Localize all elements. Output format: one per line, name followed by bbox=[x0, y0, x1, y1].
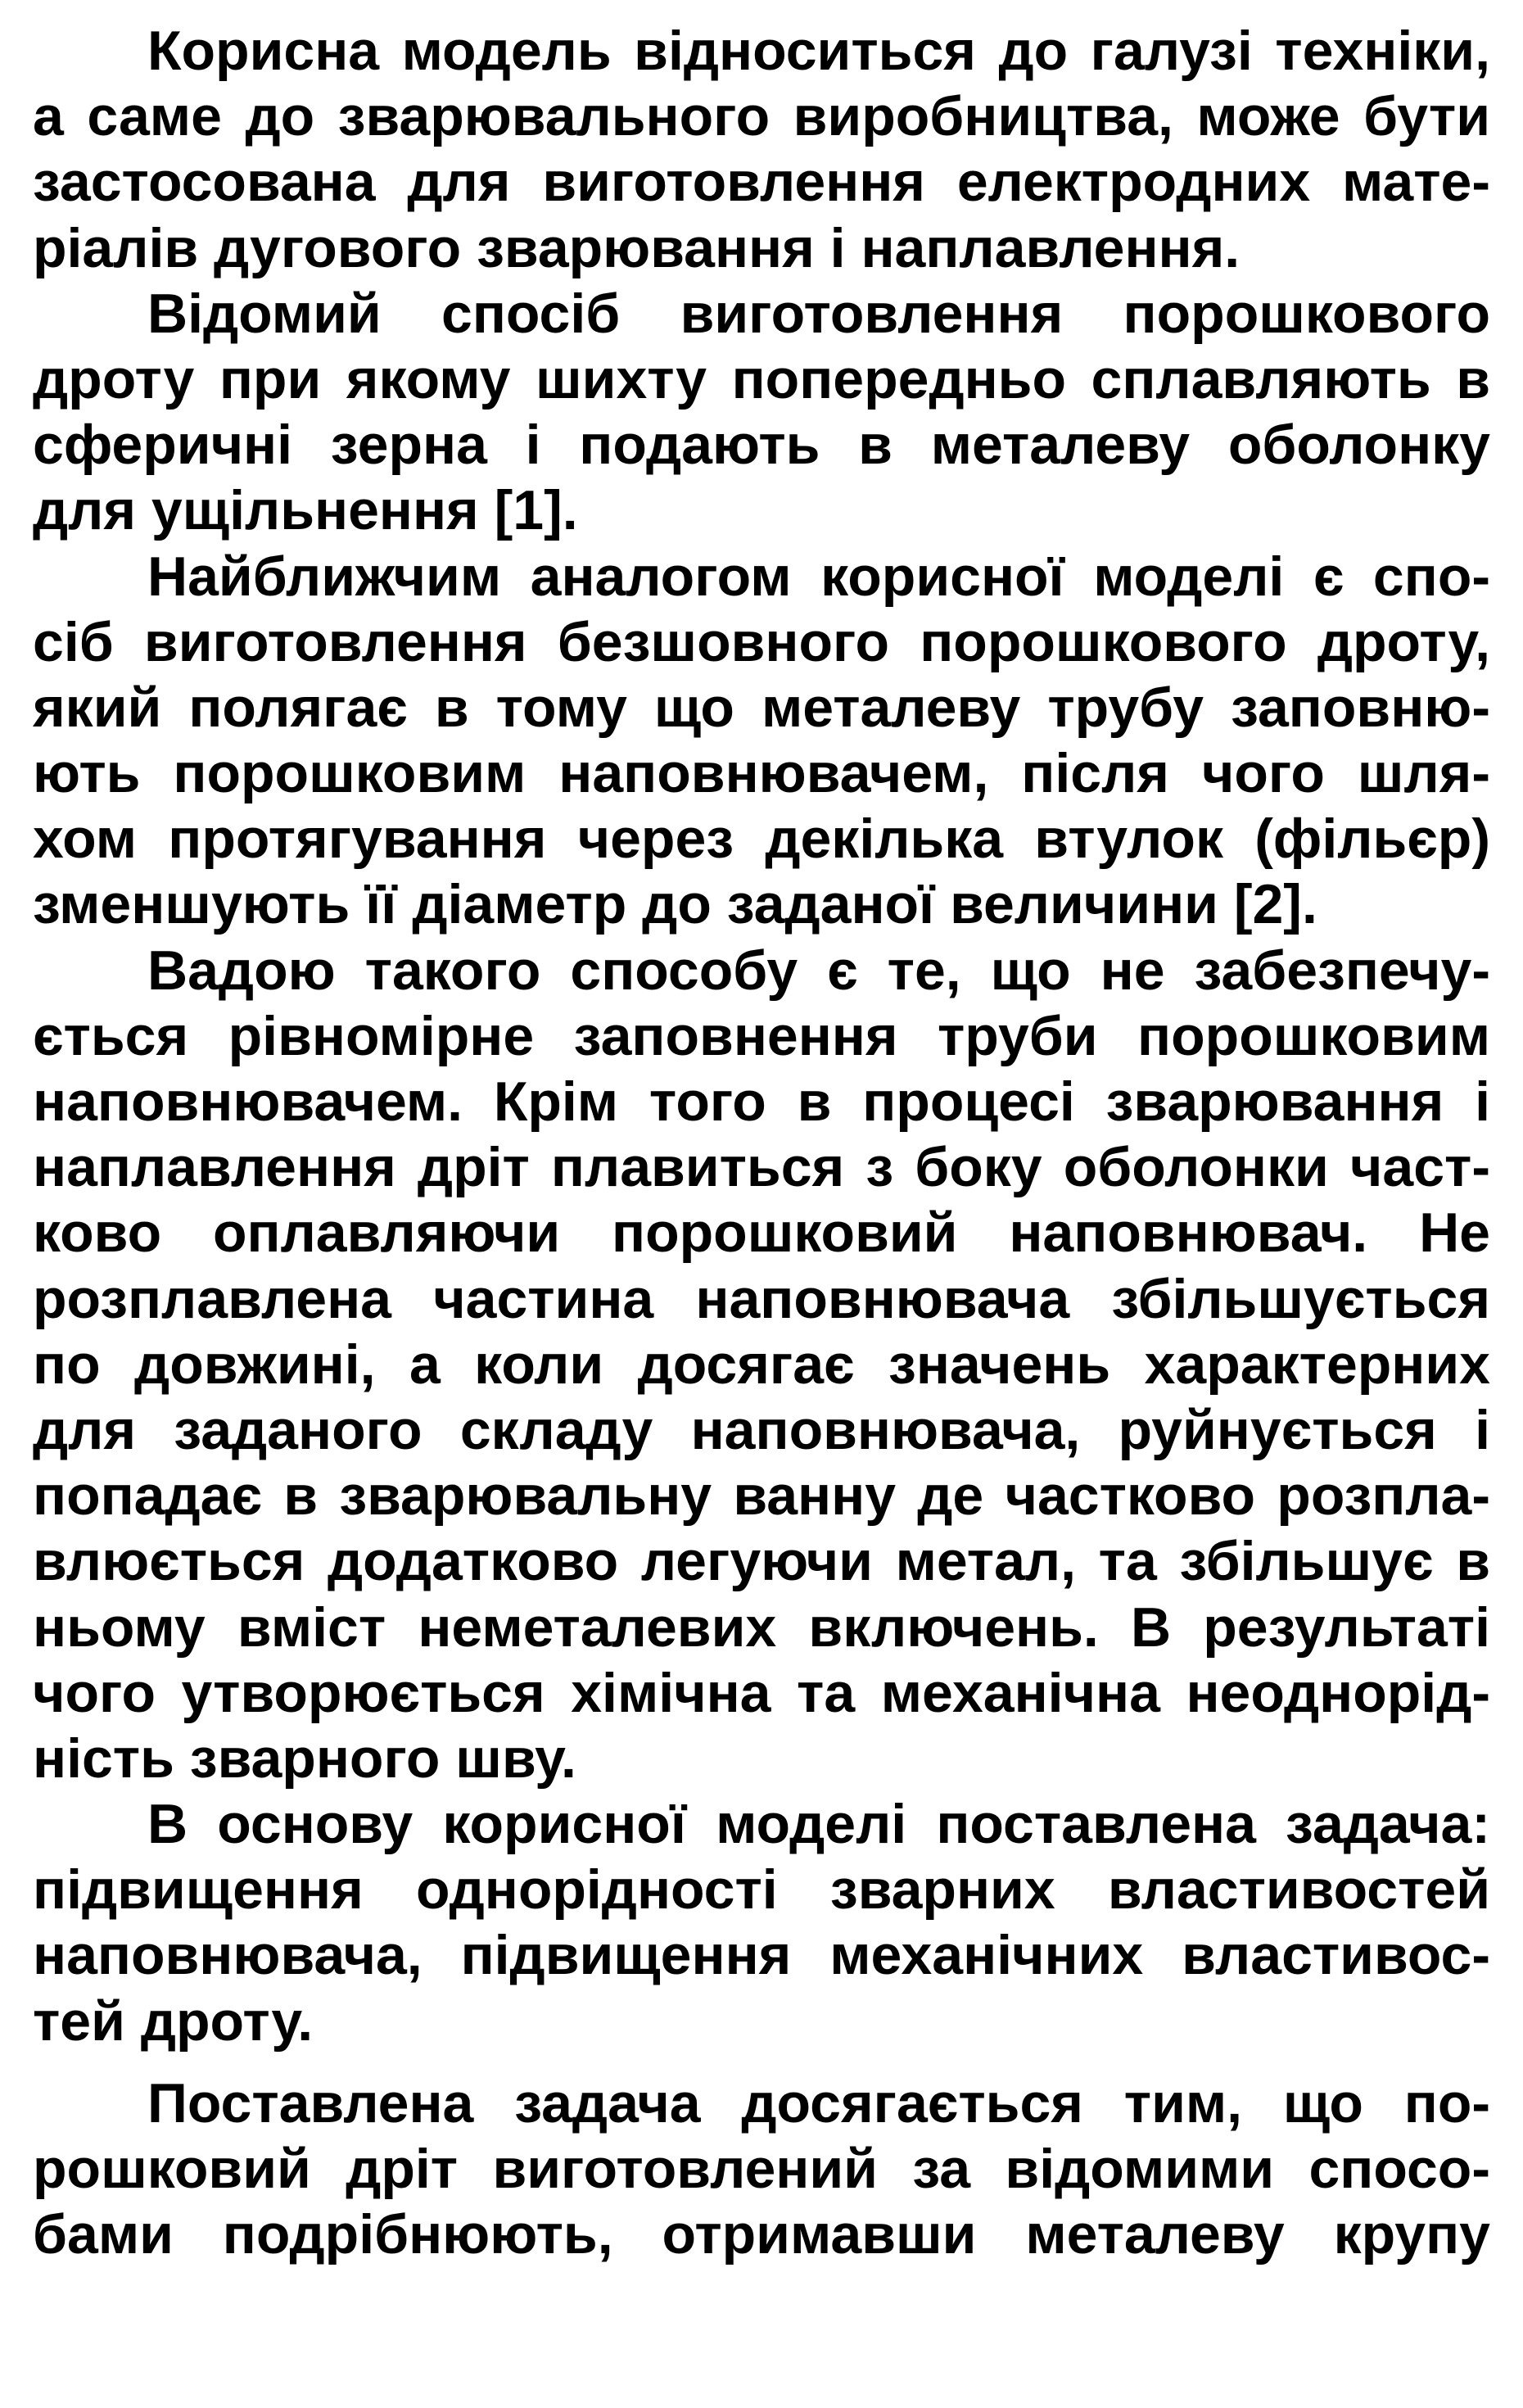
text-line: тей дроту. bbox=[33, 1989, 314, 2053]
text-line: підвищення однорідності зварних властивостей bbox=[33, 1858, 1490, 1921]
text-line: наплавлення дріт плавиться з боку оболонки част- bbox=[33, 1136, 1490, 1199]
text-line: рошковий дріт виготовлений за відомими спосо- bbox=[33, 2138, 1490, 2200]
paragraph-3 bbox=[33, 544, 1490, 938]
text-line: влюється додатково легуючи метал, та збільшує в bbox=[33, 1530, 1490, 1593]
document-page bbox=[33, 18, 1490, 2267]
paragraph-5 bbox=[33, 1791, 1490, 2054]
text-line: сферичні зерна і подають в металеву оболонку bbox=[33, 414, 1490, 477]
text-line: ріалів дугового зварювання і наплавлення. bbox=[33, 216, 1241, 279]
text-line: для заданого складу наповнювача, руйнується і bbox=[33, 1398, 1490, 1461]
text-line: наповнювача, підвищення механічних властивос- bbox=[33, 1924, 1490, 1987]
text-line: по довжині, а коли досягає значень характерних bbox=[33, 1333, 1490, 1396]
text-line: Найближчим аналогом корисної моделі є спо- bbox=[147, 545, 1490, 608]
text-line: наповнювачем. Крім того в процесі зварювання і bbox=[33, 1070, 1490, 1133]
text-line: попадає в зварювальну ванну де частково розпла- bbox=[33, 1464, 1490, 1528]
paragraph-1 bbox=[33, 18, 1490, 281]
text-line: розплавлена частина наповнювача збільшується bbox=[33, 1267, 1490, 1330]
text-line: ньому вміст неметалевих включень. В результаті bbox=[33, 1596, 1490, 1659]
text-line: Вадою такого способу є те, що не забезпечу- bbox=[147, 939, 1490, 1002]
text-line: Корисна модель відноситься до галузі техніки, bbox=[147, 20, 1490, 82]
text-line: для ущільнення [1]. bbox=[33, 479, 578, 542]
text-line: застосована для виготовлення електродних мате- bbox=[33, 151, 1490, 214]
text-line: який полягає в тому що металеву трубу заповню- bbox=[33, 676, 1490, 739]
text-line: В основу корисної моделі поставлена задача: bbox=[147, 1793, 1490, 1856]
text-line: Поставлена задача досягається тим, що по- bbox=[147, 2071, 1490, 2134]
text-line: а саме до зварювального виробництва, може бути bbox=[33, 85, 1490, 148]
text-line: хом протягування через декілька втулок (фільєр) bbox=[33, 808, 1490, 871]
text-line: ково оплавляючи порошковий наповнювач. Не bbox=[33, 1202, 1490, 1265]
text-line: ність зварного шву. bbox=[33, 1727, 576, 1790]
paragraph-2 bbox=[33, 281, 1490, 544]
text-line: ється рівномірне заповнення труби порошковим bbox=[33, 1004, 1490, 1067]
text-line: чого утворюється хімічна та механічна неоднорід- bbox=[33, 1661, 1490, 1724]
paragraph-gap bbox=[33, 2054, 1490, 2071]
paragraph-6 bbox=[33, 2071, 1490, 2268]
text-line: Відомий спосіб виготовлення порошкового bbox=[147, 282, 1490, 345]
text-line: сіб виготовлення безшовного порошкового дроту, bbox=[33, 610, 1490, 673]
text-line: дроту при якому шихту попередньо сплавляють в bbox=[33, 347, 1490, 410]
text-line: зменшують її діаметр до заданої величини [2]. bbox=[33, 873, 1317, 936]
paragraph-4 bbox=[33, 938, 1490, 1791]
text-line: бами подрібнюють, отримавши металеву крупу bbox=[33, 2203, 1490, 2266]
text-line: ють порошковим наповнювачем, після чого шля- bbox=[33, 742, 1490, 805]
